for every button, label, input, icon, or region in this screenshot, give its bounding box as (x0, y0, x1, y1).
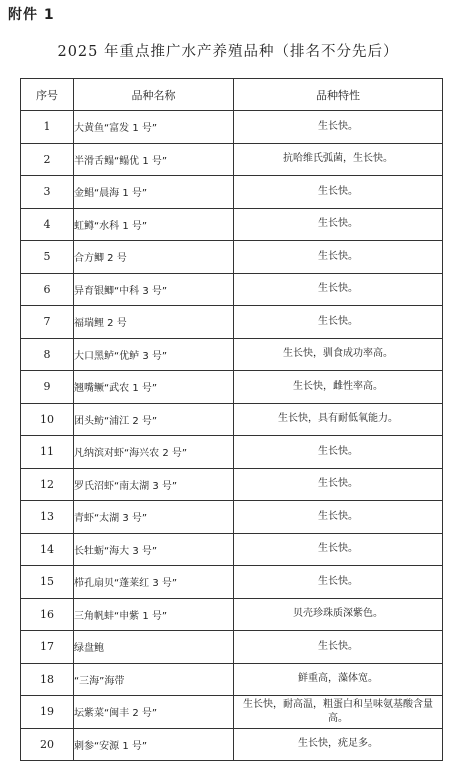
variety-name: 绿盘鲍 (74, 631, 234, 664)
table-header (21, 79, 443, 111)
variety-feature: 生长快，疣足多。 (234, 728, 443, 761)
table-row (21, 663, 443, 696)
variety-name: 大黄鱼“富发 1 号” (74, 111, 234, 144)
header-row (21, 79, 443, 111)
table-row (21, 403, 443, 436)
variety-name: 团头鲂“浦江 2 号” (74, 403, 234, 436)
header-number: 序号 (21, 79, 74, 111)
row-number: 19 (21, 696, 74, 729)
table-row (21, 533, 443, 566)
variety-name: “三海”海带 (74, 663, 234, 696)
row-number: 16 (21, 598, 74, 631)
variety-feature: 生长快。 (234, 306, 443, 339)
row-number: 3 (21, 176, 74, 209)
variety-feature: 贝壳珍珠质深紫色。 (234, 598, 443, 631)
variety-feature: 生长快。 (234, 436, 443, 469)
row-number: 20 (21, 728, 74, 761)
variety-name: 虹鳟“水科 1 号” (74, 208, 234, 241)
row-number: 10 (21, 403, 74, 436)
table-row (21, 436, 443, 469)
table-row (21, 598, 443, 631)
table-row (21, 241, 443, 274)
variety-name: 金鲳“晨海 1 号” (74, 176, 234, 209)
variety-name: 长牡蛎“海大 3 号” (74, 533, 234, 566)
row-number: 4 (21, 208, 74, 241)
variety-feature: 生长快。 (234, 111, 443, 144)
row-number: 11 (21, 436, 74, 469)
row-number: 9 (21, 371, 74, 404)
table-body (21, 111, 443, 761)
variety-feature: 鲜重高，藻体宽。 (234, 663, 443, 696)
variety-feature: 生长快。 (234, 468, 443, 501)
table-row (21, 111, 443, 144)
table-row (21, 176, 443, 209)
variety-name: 合方鲫 2 号 (74, 241, 234, 274)
variety-feature: 抗哈维氏弧菌，生长快。 (234, 143, 443, 176)
variety-name: 青虾“太湖 3 号” (74, 501, 234, 534)
variety-name: 半滑舌鳎“鳎优 1 号” (74, 143, 234, 176)
variety-feature: 生长快。 (234, 533, 443, 566)
variety-name: 凡纳滨对虾“海兴农 2 号” (74, 436, 234, 469)
table-row (21, 143, 443, 176)
table-row (21, 273, 443, 306)
table-row (21, 338, 443, 371)
row-number: 8 (21, 338, 74, 371)
document-title: 2025 年重点推广水产养殖品种（排名不分先后） (57, 44, 399, 60)
variety-feature: 生长快。 (234, 501, 443, 534)
variety-feature: 生长快。 (234, 241, 443, 274)
row-number: 17 (21, 631, 74, 664)
row-number: 5 (21, 241, 74, 274)
variety-feature: 生长快，雌性率高。 (234, 371, 443, 404)
variety-feature: 生长快。 (234, 566, 443, 599)
variety-name: 罗氏沼虾“南太湖 3 号” (74, 468, 234, 501)
variety-name: 栉孔扇贝“蓬莱红 3 号” (74, 566, 234, 599)
varieties-table (20, 78, 443, 761)
row-number: 7 (21, 306, 74, 339)
table-row (21, 208, 443, 241)
variety-feature: 生长快。 (234, 631, 443, 664)
table-row (21, 696, 443, 729)
variety-name: 三角帆蚌“申紫 1 号” (74, 598, 234, 631)
variety-name: 坛紫菜“闽丰 2 号” (74, 696, 234, 729)
attachment-label: 附件 1 (8, 7, 55, 23)
variety-feature: 生长快。 (234, 176, 443, 209)
table-row (21, 468, 443, 501)
variety-feature: 生长快，具有耐低氧能力。 (234, 403, 443, 436)
row-number: 13 (21, 501, 74, 534)
variety-name: 福瑞鲤 2 号 (74, 306, 234, 339)
variety-name: 异育银鲫“中科 3 号” (74, 273, 234, 306)
row-number: 12 (21, 468, 74, 501)
row-number: 15 (21, 566, 74, 599)
variety-name: 翘嘴鳜“武农 1 号” (74, 371, 234, 404)
variety-name: 刺参“安源 1 号” (74, 728, 234, 761)
variety-feature: 生长快。 (234, 208, 443, 241)
row-number: 6 (21, 273, 74, 306)
variety-feature: 生长快。 (234, 273, 443, 306)
variety-name: 大口黑鲈“优鲈 3 号” (74, 338, 234, 371)
row-number: 2 (21, 143, 74, 176)
row-number: 18 (21, 663, 74, 696)
header-variety-name: 品种名称 (74, 79, 234, 111)
row-number: 1 (21, 111, 74, 144)
table-row (21, 501, 443, 534)
table-row (21, 306, 443, 339)
variety-feature: 生长快，驯食成功率高。 (234, 338, 443, 371)
table-row (21, 371, 443, 404)
header-variety-feature: 品种特性 (234, 79, 443, 111)
table-row (21, 728, 443, 761)
variety-feature: 生长快，耐高温，粗蛋白和呈味氨基酸含量高。 (234, 696, 443, 729)
row-number: 14 (21, 533, 74, 566)
table-row (21, 631, 443, 664)
table-row (21, 566, 443, 599)
